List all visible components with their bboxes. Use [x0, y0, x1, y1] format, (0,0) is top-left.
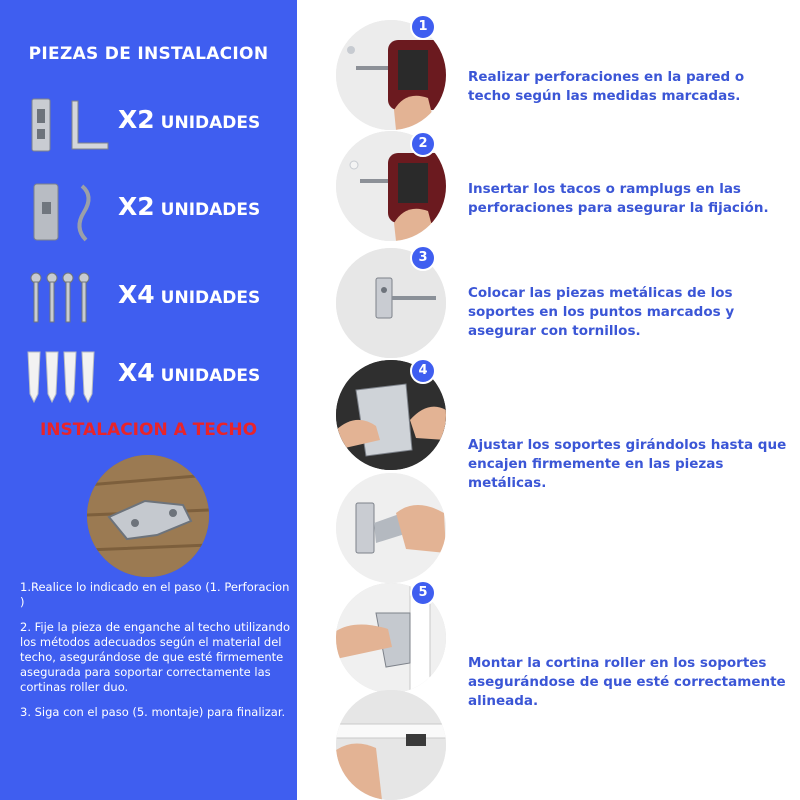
step-5-text: Montar la cortina roller en los soportes asegurándose de que esté correctamente alineada. — [468, 655, 786, 709]
step-1-text: Realizar perforaciones en la pared o techo según las medidas marcadas. — [468, 69, 745, 104]
step-4-photo-b — [336, 473, 446, 583]
step-2-number-badge: 2 — [410, 131, 436, 157]
parts-panel — [0, 0, 297, 800]
ceiling-title: INSTALACION A TECHO — [39, 420, 258, 440]
step-4-number-badge: 4 — [410, 358, 436, 384]
step-4-text: Ajustar los soportes girándolos hasta que encajen firmemente en las piezas metálicas. — [468, 437, 787, 491]
part-count: X4 — [118, 280, 155, 309]
clip-icon — [22, 182, 112, 242]
part-unit: UNIDADES — [160, 366, 261, 386]
part-count: X2 — [118, 105, 155, 134]
ceiling-step-1: 1.Realice lo indicado en el paso (1. Perforacion ) — [20, 580, 290, 609]
ceiling-steps — [20, 580, 292, 730]
screw-icon — [22, 270, 112, 330]
part-unit: UNIDADES — [160, 200, 261, 220]
part-row-brackets — [22, 95, 292, 155]
part-count: X4 — [118, 358, 155, 387]
part-row-clips — [22, 182, 292, 242]
part-row-screws — [22, 270, 292, 330]
ceiling-photo — [87, 455, 209, 577]
step-3-number-badge: 3 — [410, 245, 436, 271]
parts-title: PIEZAS DE INSTALACION — [28, 44, 269, 64]
wall-plug-icon — [22, 348, 112, 408]
ceiling-step-2: 2. Fije la pieza de enganche al techo utilizando los métodos adecuados según el material del techo, asegurándose de que esté firmemente asegurada para soportar correctamente las cortinas roller duo. — [20, 620, 290, 694]
part-unit: UNIDADES — [160, 288, 261, 308]
step-3-text: Colocar las piezas metálicas de los soportes en los puntos marcados y asegurar con tornillos. — [468, 285, 735, 339]
step-1-number-badge: 1 — [410, 14, 436, 40]
part-count: X2 — [118, 192, 155, 221]
step-2-text: Insertar los tacos o ramplugs en las perforaciones para asegurar la fijación. — [468, 181, 769, 216]
part-row-plugs — [22, 348, 292, 408]
part-unit: UNIDADES — [160, 113, 261, 133]
step-5-photo-b — [336, 690, 446, 800]
ceiling-step-3: 3. Siga con el paso (5. montaje) para finalizar. — [20, 705, 286, 719]
step-5-number-badge: 5 — [410, 580, 436, 606]
bracket-icon — [22, 95, 112, 155]
